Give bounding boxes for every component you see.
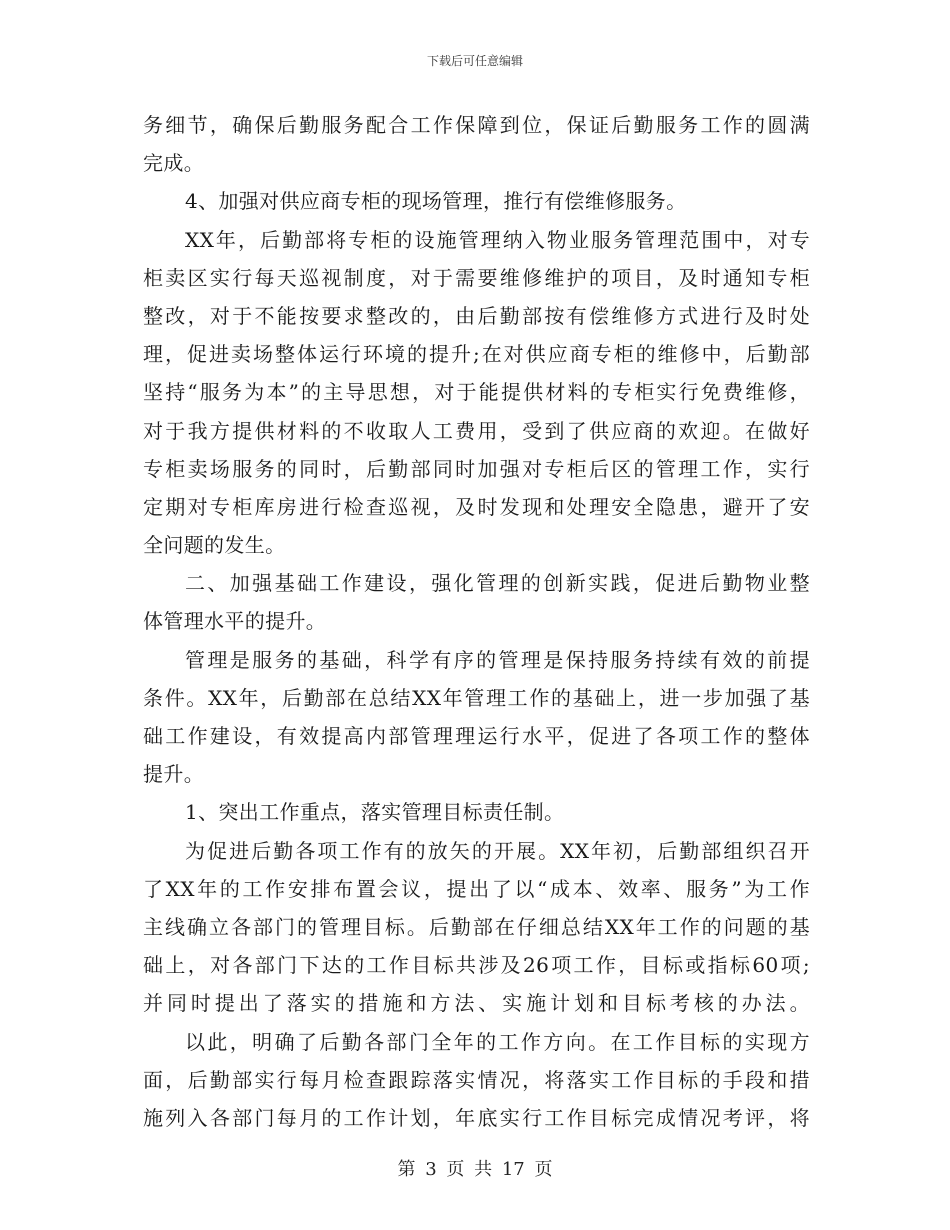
text-line: 定期对专柜库房进行检查巡视，及时发现和处理安全隐患，避开了安 — [143, 494, 810, 519]
text-line: 础工作建设，有效提高内部管理理运行水平，促进了各项工作的整体 — [143, 724, 810, 748]
text-line: 提升。 — [143, 762, 205, 787]
text-line: 以此，明确了后勤各部门全年的工作方向。在工作目标的实现方 — [185, 1029, 810, 1054]
text-line: 面，后勤部实行每月检查跟踪落实情况，将落实工作目标的手段和措 — [143, 1067, 810, 1092]
text-line: 管理是服务的基础，科学有序的管理是保持服务持续有效的前提 — [185, 647, 810, 672]
text-line: 施列入各部门每月的工作计划，年底实行工作目标完成情况考评，将 — [143, 1105, 810, 1130]
text-line: 主线确立各部门的管理目标。后勤部在仔细总结XX年工作的问题的基 — [143, 914, 810, 939]
text-line: 对于我方提供材料的不收取人工费用，受到了供应商的欢迎。在做好 — [143, 418, 810, 443]
text-line: 整改，对于不能按要求整改的，由后勤部按有偿维修方式进行及时处 — [143, 303, 810, 328]
text-line: 二、加强基础工作建设，强化管理的创新实践，促进后勤物业整 — [185, 571, 810, 596]
text-line: 坚持“服务为本”的主导思想，对于能提供材料的专柜实行免费维修， — [143, 380, 810, 405]
text-line: 体管理水平的提升。 — [143, 609, 327, 634]
text-line: 柜卖区实行每天巡视制度，对于需要维修维护的项目，及时通知专柜 — [143, 265, 810, 290]
text-line: 理，促进卖场整体运行环境的提升;在对供应商专柜的维修中，后勤部 — [143, 342, 810, 367]
text-line: 条件。XX年，后勤部在总结XX年管理工作的基础上，进一步加强了基 — [143, 685, 810, 710]
text-line: 完成。 — [143, 151, 205, 176]
text-line: 础上，对各部门下达的工作目标共涉及26项工作，目标或指标60项; — [143, 953, 810, 978]
page-header: 下载后可任意编辑 — [426, 54, 523, 68]
text-line: 并同时提出了落实的措施和方法、实施计划和目标考核的办法。 — [143, 991, 810, 1016]
text-line: 全问题的发生。 — [143, 533, 286, 558]
text-line: 1、突出工作重点，落实管理目标责任制。 — [185, 800, 565, 825]
document-body — [143, 106, 810, 1137]
text-line: 4、加强对供应商专柜的现场管理，推行有偿维修服务。 — [185, 189, 687, 214]
text-line: 专柜卖场服务的同时，后勤部同时加强对专柜后区的管理工作，实行 — [143, 456, 810, 481]
page-number: 第 3 页 共 17 页 — [397, 1159, 553, 1180]
text-line: 了XX年的工作安排布置会议，提出了以“成本、效率、服务”为工作 — [143, 876, 810, 901]
text-line: 为促进后勤各项工作有的放矢的开展。XX年初，后勤部组织召开 — [185, 838, 810, 863]
text-line: 务细节，确保后勤服务配合工作保障到位，保证后勤服务工作的圆满 — [143, 113, 810, 137]
text-line: XX年，后勤部将专柜的设施管理纳入物业服务管理范围中，对专 — [185, 227, 810, 252]
